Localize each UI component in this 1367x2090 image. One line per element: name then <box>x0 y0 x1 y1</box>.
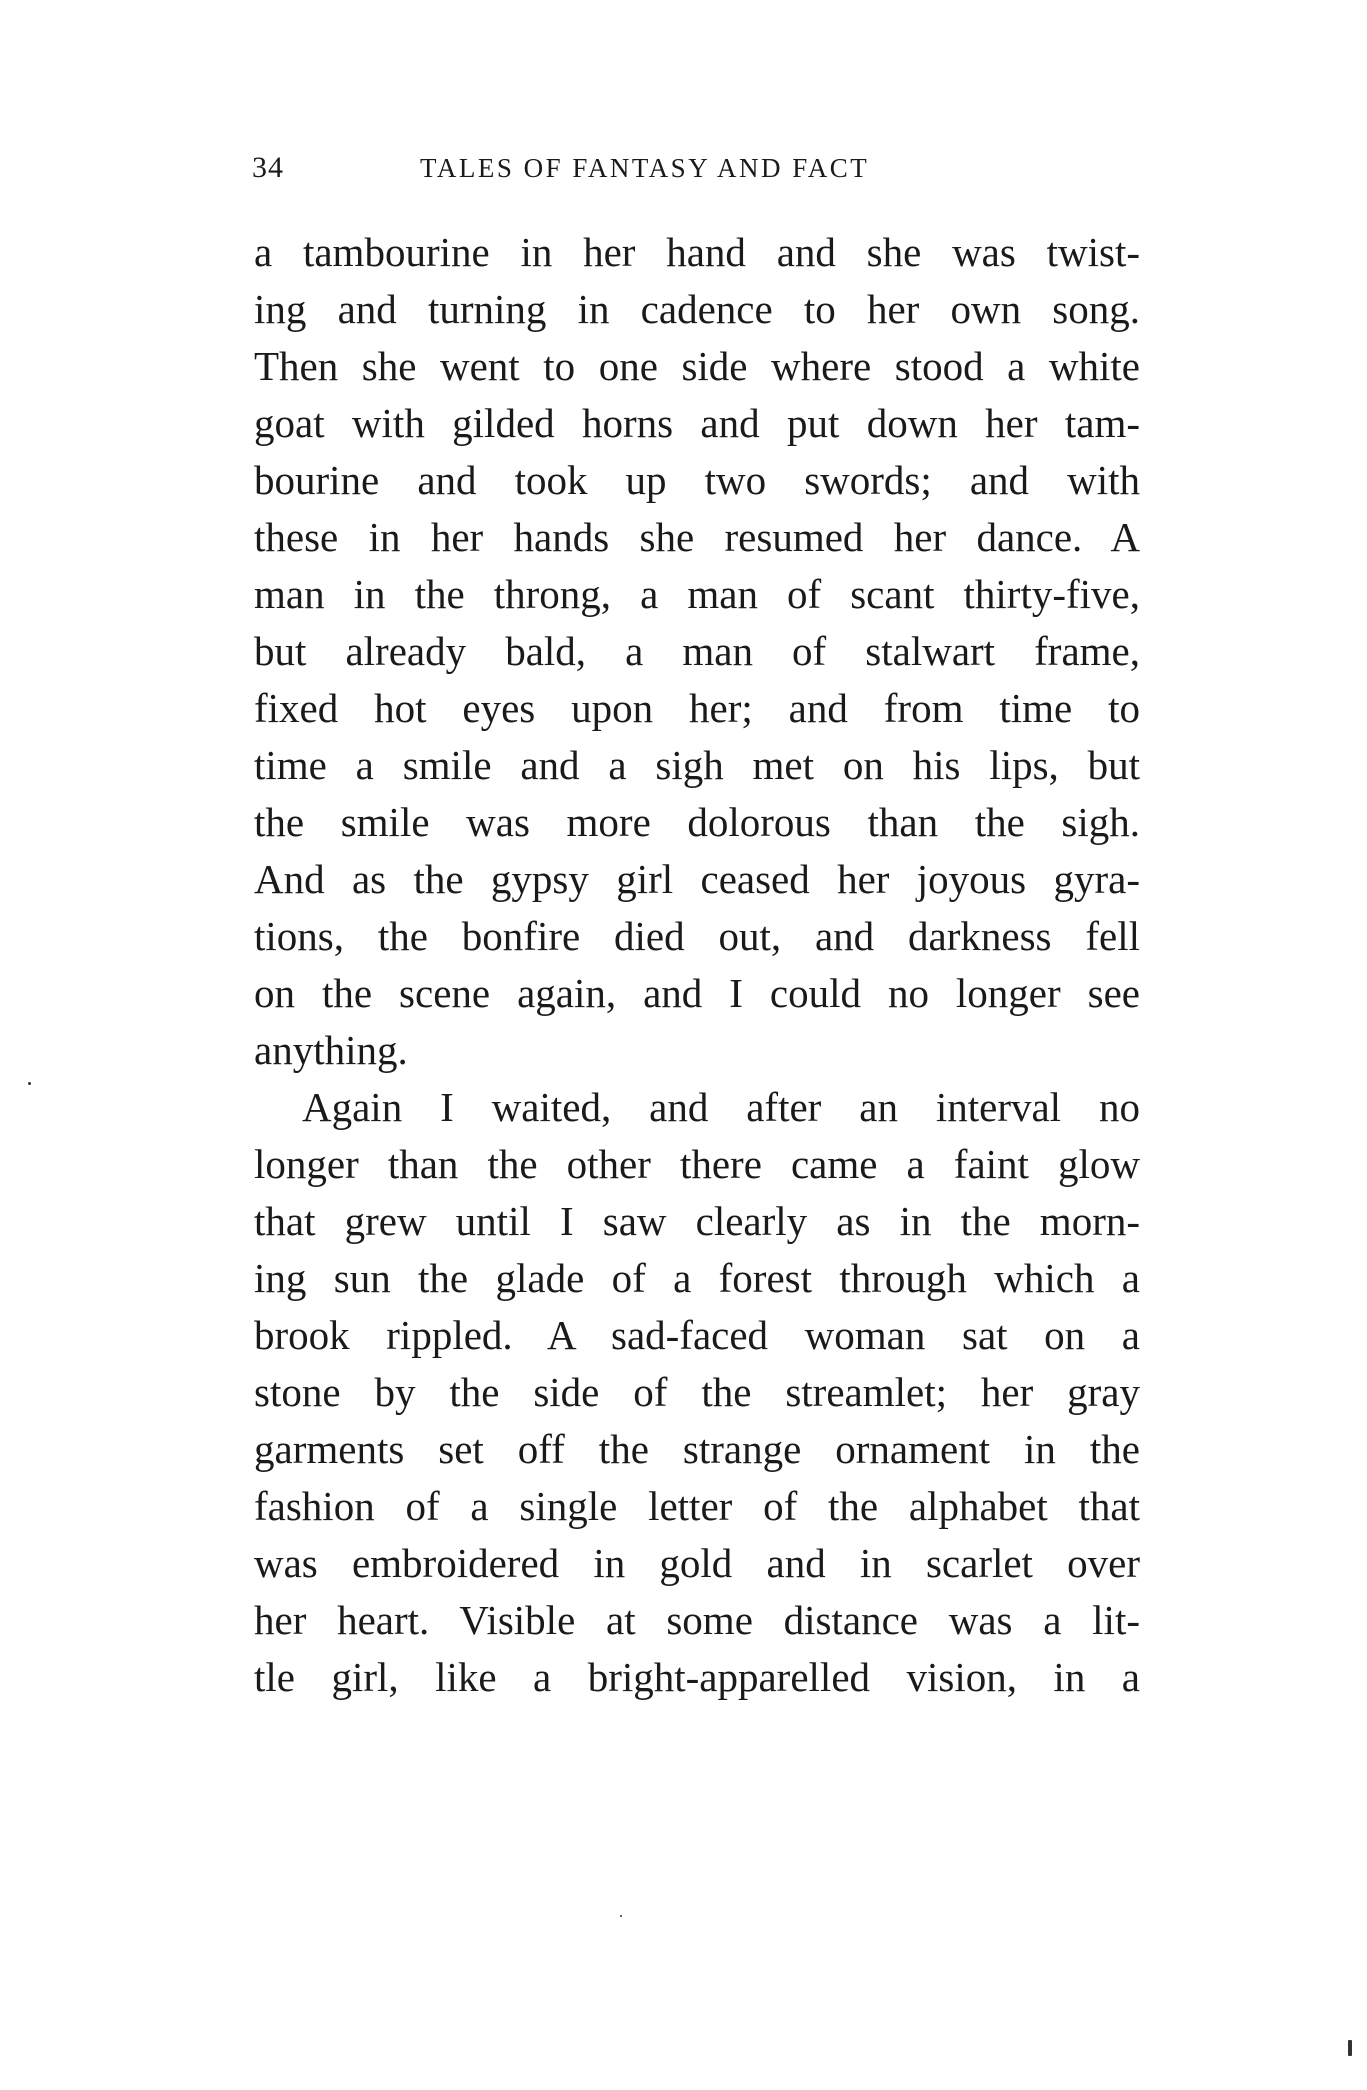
text-line: stone by the side of the streamlet; her gray <box>254 1369 1140 1415</box>
text-line: ing and turning in cadence to her own song. <box>254 286 1140 332</box>
page-number: 34 <box>252 151 284 184</box>
text-line: longer than the other there came a faint glow <box>254 1141 1140 1187</box>
text-line: on the scene again, and I could no longer see <box>254 970 1140 1016</box>
scan-speck <box>28 1082 31 1085</box>
text-line: tle girl, like a bright-apparelled vision, in a <box>254 1654 1140 1700</box>
text-line: these in her hands she resumed her dance. A <box>254 514 1140 560</box>
text-line: tions, the bonfire died out, and darkness fell <box>254 913 1140 959</box>
text-line: garments set off the strange ornament in the <box>254 1426 1140 1472</box>
body-text <box>254 224 1140 1706</box>
paragraph-first-line: Again I waited, and after an interval no <box>302 1084 1140 1130</box>
running-head <box>252 146 1132 190</box>
text-line: And as the gypsy girl ceased her joyous gyra- <box>254 856 1140 902</box>
book-title: TALES OF FANTASY AND FACT <box>420 153 870 183</box>
text-line: Then she went to one side where stood a white <box>254 343 1140 389</box>
text-line: the smile was more dolorous than the sigh. <box>254 799 1140 845</box>
text-line: a tambourine in her hand and she was twist- <box>254 229 1140 275</box>
text-line: fashion of a single letter of the alphabet that <box>254 1483 1140 1529</box>
text-line: man in the throng, a man of scant thirty-five, <box>254 571 1140 617</box>
text-line: bourine and took up two swords; and with <box>254 457 1140 503</box>
text-line: anything. <box>254 1027 408 1073</box>
text-line: brook rippled. A sad-faced woman sat on a <box>254 1312 1140 1358</box>
text-line: her heart. Visible at some distance was a lit- <box>254 1597 1140 1643</box>
scan-speck <box>1348 2040 1352 2056</box>
text-line: but already bald, a man of stalwart frame, <box>254 628 1140 674</box>
scan-speck <box>620 1915 622 1917</box>
text-line: that grew until I saw clearly as in the morn- <box>254 1198 1140 1244</box>
text-line: time a smile and a sigh met on his lips, but <box>254 742 1140 788</box>
text-line: goat with gilded horns and put down her tam- <box>254 400 1140 446</box>
text-line: ing sun the glade of a forest through which a <box>254 1255 1140 1301</box>
text-line: fixed hot eyes upon her; and from time to <box>254 685 1140 731</box>
text-line: was embroidered in gold and in scarlet over <box>254 1540 1140 1586</box>
